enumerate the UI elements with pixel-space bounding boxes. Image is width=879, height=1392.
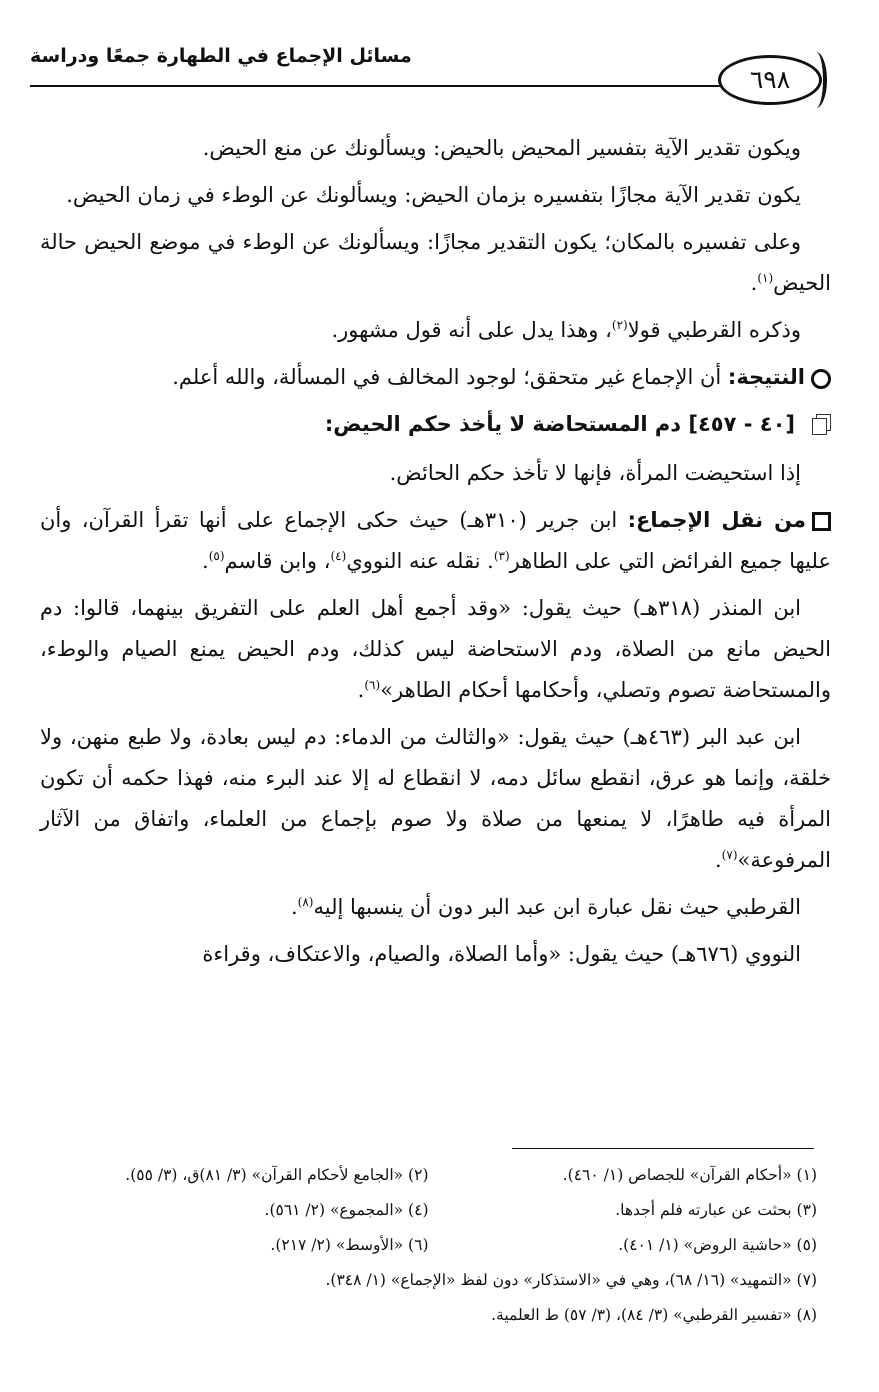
footnote-row <box>40 1228 817 1263</box>
footnotes <box>40 1158 817 1333</box>
paragraph: وعلى تفسيره بالمكان؛ يكون التقدير مجازًا: ويسألونك عن الوطء في موضع الحيض حالة الحيض$^{(١)}$. <box>40 230 831 295</box>
footnote: (٥) «حاشية الروض» (١/ ٤٠١). <box>618 1236 817 1254</box>
footnote: (٢) «الجامع لأحكام القرآن» (٣/ ٨١)ق، (٣/ ٥٥). <box>125 1166 429 1184</box>
footnote-row <box>40 1298 817 1333</box>
footnote-ref: (٥) <box>208 549 225 563</box>
square-bullet-icon <box>812 512 831 531</box>
paragraph: ويكون تقدير الآية بتفسير المحيض بالحيض: ويسألونك عن منع الحيض. <box>202 136 801 160</box>
footnote-ref: (٧) <box>721 848 738 862</box>
circle-bullet-icon <box>811 369 831 389</box>
result-paragraph: النتيجة: أن الإجماع غير متحقق؛ لوجود المخالف في المسألة، والله أعلم. <box>40 357 831 398</box>
transmission-label: من نقل الإجماع: <box>627 508 806 532</box>
footnote-row <box>40 1158 817 1193</box>
footnote: (٧) «التمهيد» (١٦/ ٦٨)، وهي في «الاستذكار» دون لفظ «الإجماع» (١/ ٣٤٨). <box>325 1271 817 1289</box>
transmission-paragraph: من نقل الإجماع: ابن جرير (٣١٠هـ) حيث حكى الإجماع على أنها تقرأ القرآن، وأن عليها جميع الفرائض التي على الطاهر$^{(٣)}$. نقله عنه النووي$^{(٤)}$، وابن قاسم$^{(٥)}$. <box>40 508 831 573</box>
footnote-rule <box>512 1148 814 1149</box>
paragraph: ابن المنذر (٣١٨هـ) حيث يقول: «وقد أجمع أهل العلم على التفريق بينهما، قالوا: دم الحيض مانع من الصلاة، ودم الاستحاضة ليس كذلك، ودم الحيض يمنع الصيام والوطء، والمستحاضة تصوم وتصلي، وأحكامها أحكام الطاهر»$^{(٦)}$. <box>40 596 831 702</box>
footnote-ref: (٨) <box>297 895 314 909</box>
footnote-row <box>40 1193 817 1228</box>
paragraph: إذا استحيضت المرأة، فإنها لا تأخذ حكم الحائض. <box>389 461 801 485</box>
paragraph: النووي (٦٧٦هـ) حيث يقول: «وأما الصلاة، والصيام، والاعتكاف، وقراءة <box>202 942 801 966</box>
running-header-title: مسائل الإجماع في الطهارة جمعًا ودراسة <box>30 45 412 67</box>
header-rule <box>30 85 720 87</box>
footnote-ref: (٢) <box>611 318 628 332</box>
footnote: (٣) بحثت عن عبارته فلم أجدها. <box>615 1201 817 1219</box>
result-label: النتيجة: <box>727 365 805 389</box>
footnote: (٨) «تفسير القرطبي» (٣/ ٨٤)، (٣/ ٥٧) ط العلمية. <box>491 1306 817 1324</box>
paragraph: ابن عبد البر (٤٦٣هـ) حيث يقول: «والثالث من الدماء: دم ليس بعادة، ولا طبع منهن، ولا خلقة، وإنما هو عرق، انقطع سائل دمه، لا انقطاع له إلا عند البرء منه، فهذا حكمه أن تكون المرأة فيه طاهرًا، لا يمنعها من صلاة ولا صوم بإجماع من العلماء، واتفاق من الآثار المرفوعة»$^{(٧)}$. <box>40 725 831 872</box>
footnote-ref: (٣) <box>493 549 510 563</box>
paragraph: وذكره القرطبي قولا$^{(٢)}$، وهذا يدل على أنه قول مشهور. <box>331 318 801 342</box>
footnote: (٦) «الأوسط» (٢/ ٢١٧). <box>270 1236 429 1254</box>
section-heading: [٤٠ - ٤٥٧] دم المستحاضة لا يأخذ حكم الحيض: <box>40 404 831 445</box>
footnote-ref: (١) <box>757 271 774 285</box>
footnote-ref: (٤) <box>330 549 347 563</box>
footnote-row <box>40 1263 817 1298</box>
main-text <box>40 128 831 981</box>
footnote: (١) «أحكام القرآن» للجصاص (١/ ٤٦٠). <box>562 1166 817 1184</box>
footnote: (٤) «المجموع» (٢/ ٥٦١). <box>264 1201 429 1219</box>
copy-icon <box>809 414 831 436</box>
page-number: ٦٩٨ <box>718 55 822 105</box>
footnote-ref: (٦) <box>364 678 381 692</box>
paragraph: يكون تقدير الآية مجازًا بتفسيره بزمان الحيض: ويسألونك عن الوطء في زمان الحيض. <box>66 183 801 207</box>
paragraph: القرطبي حيث نقل عبارة ابن عبد البر دون أن ينسبها إليه$^{(٨)}$. <box>290 895 801 919</box>
